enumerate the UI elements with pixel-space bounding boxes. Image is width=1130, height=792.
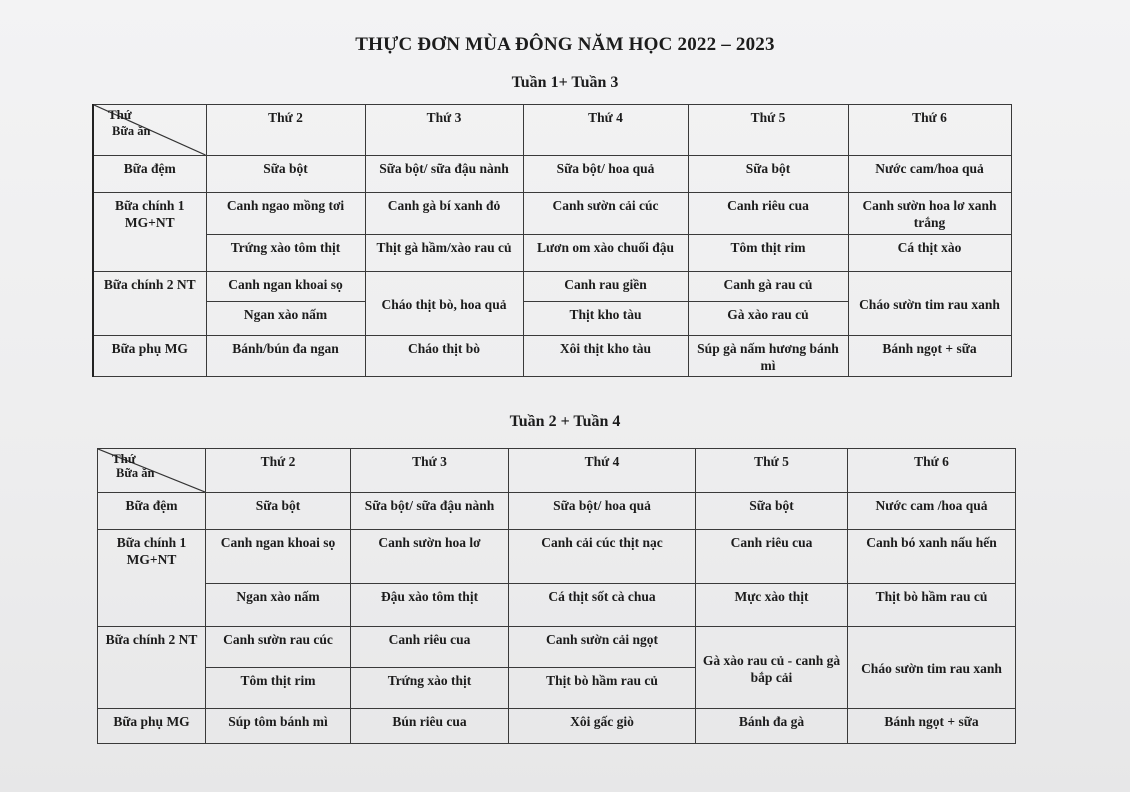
menu-cell: Ngan xào nấm bbox=[206, 302, 365, 336]
snack-row bbox=[98, 493, 1016, 530]
menu-cell: Mực xào thịt bbox=[696, 584, 848, 627]
menu-cell: Bánh ngọt + sữa bbox=[848, 336, 1011, 377]
week2-table bbox=[97, 448, 1016, 744]
menu-cell: Sữa bột bbox=[206, 156, 365, 193]
day-header: Thứ 2 bbox=[206, 105, 365, 156]
main1-row-a bbox=[98, 530, 1016, 584]
week1-table bbox=[92, 104, 1012, 377]
row-label: Bữa đệm bbox=[98, 493, 206, 530]
header-row bbox=[98, 449, 1016, 493]
menu-cell: Bánh đa gà bbox=[696, 709, 848, 744]
corner-meal-label: Bữa ăn bbox=[112, 124, 151, 138]
menu-cell: Sữa bột/ hoa quả bbox=[523, 156, 688, 193]
menu-cell: Cháo sườn tim rau xanh bbox=[848, 627, 1016, 709]
day-header: Thứ 2 bbox=[206, 449, 351, 493]
day-header: Thứ 5 bbox=[696, 449, 848, 493]
row-label: Bữa phụ MG bbox=[93, 336, 206, 377]
menu-cell: Canh sườn cải ngọt bbox=[509, 627, 696, 668]
menu-cell: Gà xào rau củ - canh gà bắp cải bbox=[696, 627, 848, 709]
header-row bbox=[93, 105, 1011, 156]
menu-cell: Bánh/bún đa ngan bbox=[206, 336, 365, 377]
menu-cell: Thịt bò hầm rau củ bbox=[509, 668, 696, 709]
main1-row-b bbox=[98, 584, 1016, 627]
menu-cell: Canh ngao mồng tơi bbox=[206, 193, 365, 235]
corner-cell bbox=[93, 105, 206, 156]
menu-cell: Súp tôm bánh mì bbox=[206, 709, 351, 744]
menu-cell: Canh sườn hoa lơ bbox=[351, 530, 509, 584]
menu-cell: Đậu xào tôm thịt bbox=[351, 584, 509, 627]
menu-cell: Canh gà bí xanh đỏ bbox=[365, 193, 523, 235]
menu-cell: Tôm thịt rim bbox=[206, 668, 351, 709]
menu-cell: Canh ngan khoai sọ bbox=[206, 530, 351, 584]
menu-cell: Cháo sườn tim rau xanh bbox=[848, 272, 1011, 336]
day-header: Thứ 3 bbox=[365, 105, 523, 156]
day-header: Thứ 5 bbox=[688, 105, 848, 156]
menu-cell: Thịt kho tàu bbox=[523, 302, 688, 336]
day-header: Thứ 6 bbox=[848, 449, 1016, 493]
week2-heading: Tuần 2 + Tuần 4 bbox=[509, 413, 621, 430]
menu-cell: Gà xào rau củ bbox=[688, 302, 848, 336]
main1-row-a bbox=[93, 193, 1011, 235]
menu-cell: Tôm thịt rim bbox=[688, 235, 848, 272]
corner-day-label: Thứ bbox=[108, 107, 132, 122]
page-title: THỰC ĐƠN MÙA ĐÔNG NĂM HỌC 2022 – 2023 bbox=[355, 34, 775, 55]
menu-cell: Trứng xào tôm thịt bbox=[206, 235, 365, 272]
side-row bbox=[98, 709, 1016, 744]
menu-cell: Canh ngan khoai sọ bbox=[206, 272, 365, 302]
menu-cell: Cháo thịt bò, hoa quả bbox=[365, 272, 523, 336]
menu-cell: Cá thịt sốt cà chua bbox=[509, 584, 696, 627]
menu-cell: Canh rau giền bbox=[523, 272, 688, 302]
corner-day-label: Thứ bbox=[112, 451, 136, 466]
menu-cell: Súp gà nấm hương bánh mì bbox=[688, 336, 848, 377]
row-label: Bữa chính 2 NT bbox=[93, 272, 206, 336]
menu-cell: Thịt bò hầm rau củ bbox=[848, 584, 1016, 627]
menu-cell: Canh sườn rau cúc bbox=[206, 627, 351, 668]
menu-cell: Canh riêu cua bbox=[696, 530, 848, 584]
menu-cell: Bánh ngọt + sữa bbox=[848, 709, 1016, 744]
main1-row-b bbox=[93, 235, 1011, 272]
menu-cell: Canh cải cúc thịt nạc bbox=[509, 530, 696, 584]
day-header: Thứ 4 bbox=[523, 105, 688, 156]
row-label: Bữa chính 1 MG+NT bbox=[93, 193, 206, 272]
menu-cell: Sữa bột bbox=[696, 493, 848, 530]
row-label: Bữa chính 1 MG+NT bbox=[98, 530, 206, 627]
side-row bbox=[93, 336, 1011, 377]
menu-cell: Ngan xào nấm bbox=[206, 584, 351, 627]
menu-cell: Xôi gấc giò bbox=[509, 709, 696, 744]
menu-cell: Canh riêu cua bbox=[351, 627, 509, 668]
menu-cell: Sữa bột/ sữa đậu nành bbox=[351, 493, 509, 530]
menu-cell: Thịt gà hầm/xào rau củ bbox=[365, 235, 523, 272]
menu-cell: Xôi thịt kho tàu bbox=[523, 336, 688, 377]
main2-row-a bbox=[98, 627, 1016, 668]
week1-heading: Tuần 1+ Tuần 3 bbox=[511, 74, 619, 91]
row-label: Bữa đệm bbox=[93, 156, 206, 193]
menu-cell: Canh gà rau củ bbox=[688, 272, 848, 302]
day-header: Thứ 4 bbox=[509, 449, 696, 493]
corner-cell bbox=[98, 449, 206, 493]
snack-row bbox=[93, 156, 1011, 193]
row-label: Bữa phụ MG bbox=[98, 709, 206, 744]
menu-cell: Trứng xào thịt bbox=[351, 668, 509, 709]
menu-cell: Canh bó xanh nấu hến bbox=[848, 530, 1016, 584]
menu-cell: Cháo thịt bò bbox=[365, 336, 523, 377]
menu-cell: Lươn om xào chuối đậu bbox=[523, 235, 688, 272]
row-label: Bữa chính 2 NT bbox=[98, 627, 206, 709]
menu-cell: Sữa bột bbox=[688, 156, 848, 193]
main2-row-a bbox=[93, 272, 1011, 302]
menu-cell: Bún riêu cua bbox=[351, 709, 509, 744]
menu-cell: Canh riêu cua bbox=[688, 193, 848, 235]
corner-meal-label: Bữa ăn bbox=[116, 466, 155, 480]
menu-cell: Sữa bột/ sữa đậu nành bbox=[365, 156, 523, 193]
menu-cell: Nước cam/hoa quả bbox=[848, 156, 1011, 193]
day-header: Thứ 3 bbox=[351, 449, 509, 493]
menu-cell: Sữa bột/ hoa quả bbox=[509, 493, 696, 530]
menu-cell: Nước cam /hoa quả bbox=[848, 493, 1016, 530]
menu-cell: Canh sườn hoa lơ xanh trắng bbox=[848, 193, 1011, 235]
day-header: Thứ 6 bbox=[848, 105, 1011, 156]
menu-cell: Canh sườn cải cúc bbox=[523, 193, 688, 235]
menu-cell: Sữa bột bbox=[206, 493, 351, 530]
menu-cell: Cá thịt xào bbox=[848, 235, 1011, 272]
